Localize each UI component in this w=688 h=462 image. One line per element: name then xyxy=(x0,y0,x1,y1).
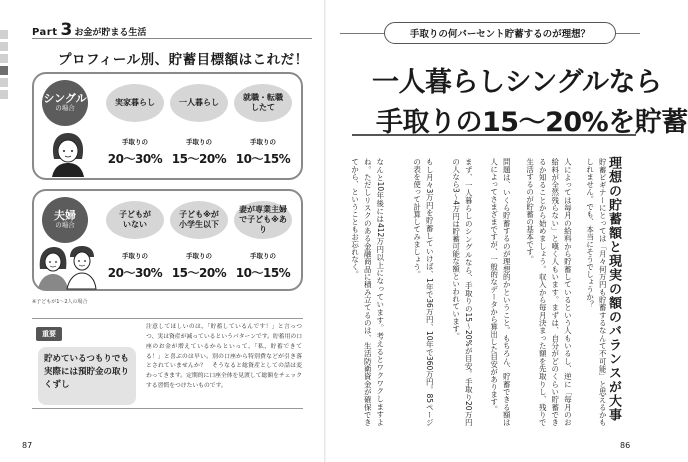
important-label: 重要 xyxy=(36,327,62,341)
profile-badge: シングル の場合 xyxy=(42,80,88,126)
tag-living-with-parents: 実家暮らし xyxy=(106,84,164,122)
headline-line-1: 一人暮らしシングルなら xyxy=(372,67,662,98)
chapter-part-label: Part xyxy=(32,27,58,38)
value-item: 手取りの 20～30% xyxy=(107,138,163,166)
couple-tags xyxy=(106,201,292,239)
tag-no-children: 子どもが いない xyxy=(106,201,164,239)
body-column: 貯蓄ビギナーにとっては「月々何万円も貯蓄するなんて不可能」と思えるかもしれません。でも、本当にそうでしょうか？ xyxy=(585,158,608,426)
body-column: 問題は、いくら貯蓄するのが理想的かということ。もちろん、貯蓄できる額は人によってさまざまですが、一般的なデータから算出した目安があります。 xyxy=(489,158,512,426)
body-column: まず、一人暮らしのシングルなら、手取りの15～20%が目安。手取り20万円の人なら3～4万円は貯蓄可能な額といわれています。 xyxy=(451,158,474,426)
tag-new-job: 就職・転職 したて xyxy=(234,84,292,122)
headline-line-2: 手取りの15～20%を貯蓄 xyxy=(376,107,688,138)
profile-badge: 夫婦 の場合 xyxy=(42,197,88,243)
book-spine xyxy=(324,0,326,462)
important-warning: 貯めているつもりでも実際には預貯金の取りくずし xyxy=(38,347,136,405)
children-footnote: ※子どもが1～2人の場合 xyxy=(32,299,88,305)
important-body: 注意してほしいのは、「貯蓄しているんです！」と言っつつ、実は資産が減っているというパターンです。貯蓄用の口座のお金が増えているからといって、「私、貯蓄できてる！」と喜ぶのは早い。別の口座から特別費などが引き落とされていませんか？ そうなると総資産としての話は変わってきます。定期的に口座全体を見渡して総額をチェックする習慣をつけたいものです。 xyxy=(146,324,302,390)
woman-illustration-icon xyxy=(46,129,90,177)
chapter-number: 3 xyxy=(60,20,73,40)
chapter-rule xyxy=(32,38,312,39)
body-column: なんと10年後には412万円以上になっています。考えるとワクワクしますよね。ただしリスクのある金融商品に積み立てるのは、生活防衛資金が確保できてから、ということもお忘れなく。 xyxy=(350,158,385,426)
page-number-right: 86 xyxy=(620,441,631,450)
headline-underline xyxy=(352,134,636,136)
value-item: 手取りの 15～20% xyxy=(171,138,227,166)
profile-section-title: プロフィール別、貯蓄目標額はこれだ！ xyxy=(58,52,309,68)
page-number-left: 87 xyxy=(22,441,33,450)
single-values xyxy=(106,137,292,167)
couple-illustration-icon xyxy=(38,243,96,289)
body-column: 人によっては毎月の給料から貯蓄しているという人もいるし、逆に「毎月のお給料が全然残らない」と嘆く人もいます。まずは、自分がどのくらい貯蓄できるか知ることから始めましょう。収入から毎月決まった額を先取りし、残りで生活するのが貯蓄の基本です。 xyxy=(525,158,573,426)
subheading: 理想の貯蓄額と現実の額のバランスが大事 xyxy=(606,156,621,422)
single-tags xyxy=(106,84,292,122)
chapter-header xyxy=(32,20,146,40)
value-item: 手取りの 10～15% xyxy=(235,138,291,166)
chapter-index-tabs xyxy=(0,30,8,102)
important-box xyxy=(32,318,303,409)
chapter-title: お金が貯まる生活 xyxy=(74,28,147,38)
single-profile-box xyxy=(32,72,303,180)
value-item: 手取りの 20～30% xyxy=(107,252,163,280)
tag-children-elementary: 子ども※が 小学生以下 xyxy=(170,201,228,239)
body-column: もし月々3万円を貯蓄していけば、1年で36万円、10年で360万円。85ページの表を使って計算してみましょう。 xyxy=(412,158,435,426)
couple-values xyxy=(106,251,292,281)
value-item: 手取りの 10～15% xyxy=(235,252,291,280)
value-item: 手取りの 15～20% xyxy=(171,252,227,280)
section-title: 手取りの何パーセント貯蓄するのが理想？ xyxy=(409,29,591,40)
couple-profile-box xyxy=(32,189,303,291)
tag-living-alone: 一人暮らし xyxy=(170,84,228,122)
tag-housewife-with-children: 妻が専業主婦 で子ども※あり xyxy=(234,201,292,239)
section-title-pill xyxy=(384,22,616,44)
